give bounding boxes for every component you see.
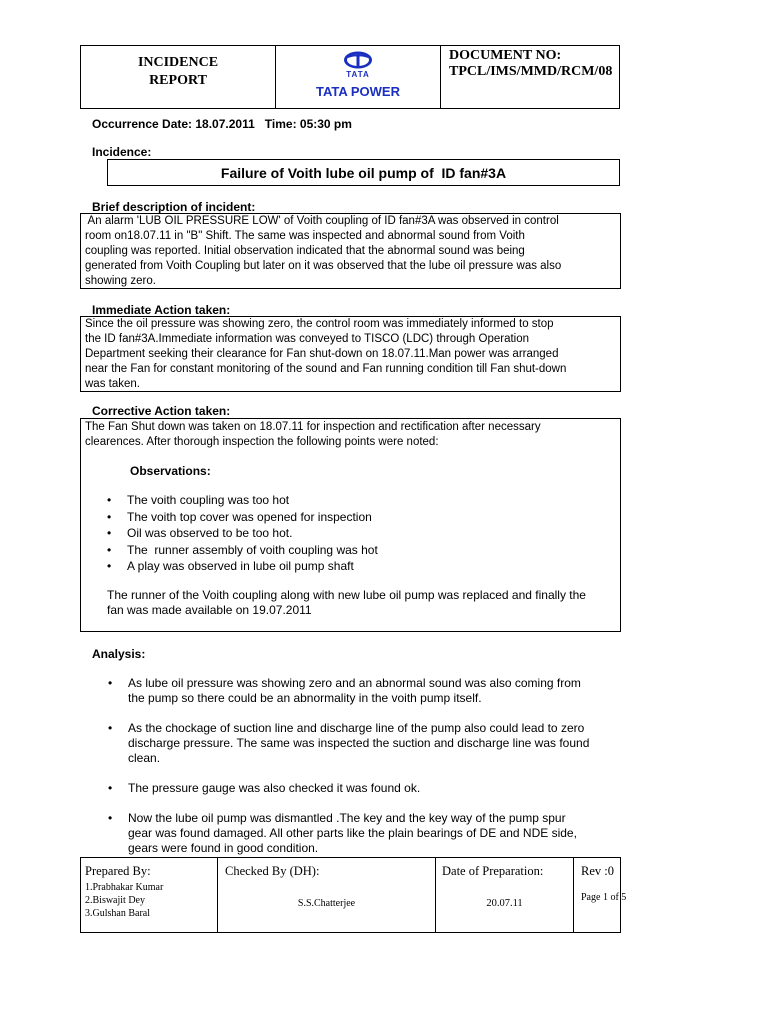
closing-line: The runner of the Voith coupling along with new lube oil pump was replaced and finally the xyxy=(107,588,586,602)
page-number: Page 1 of 5 xyxy=(581,892,627,903)
list-item xyxy=(106,721,626,766)
checked-by-label: Checked By (DH): xyxy=(225,864,320,878)
analysis-line: • The pressure gauge was also checked it was found ok. xyxy=(128,781,421,795)
corrective-line: The Fan Shut down was taken on 18.07.11 for inspection and rectification after necessary xyxy=(85,421,541,433)
analysis-line: the pump so there could be an abnormality in the voith pump itself. xyxy=(128,691,482,705)
report-title-line1: INCIDENCE xyxy=(137,55,219,70)
immediate-action-text xyxy=(81,317,620,392)
brief-description-label: Brief description of incident: xyxy=(92,200,256,214)
preparer-name: 1.Prabhakar Kumar xyxy=(85,882,164,893)
preparer-name: 3.Gulshan Baral xyxy=(85,908,150,919)
tata-logo-icon xyxy=(342,50,374,70)
document-header xyxy=(80,45,620,109)
analysis-line: discharge pressure. The same was inspected the suction and discharge line was found xyxy=(128,736,590,750)
analysis-line: • Now the lube oil pump was dismantled .The key and the key way of the pump spur xyxy=(128,811,566,825)
preparer-name: 2.Biswajit Dey xyxy=(85,895,145,906)
brief-description-text xyxy=(81,214,620,289)
list-item xyxy=(106,811,626,856)
analysis-line: • As lube oil pressure was showing zero and an abnormal sound was also coming from xyxy=(128,676,581,690)
occurrence-line: Occurrence Date: 18.07.2011 Time: 05:30 pm xyxy=(92,117,352,131)
corrective-intro-text xyxy=(81,419,620,450)
brand-name: TATA POWER xyxy=(315,84,400,99)
list-item: • The voith coupling was too hot xyxy=(105,492,378,509)
revision-label: Rev :0 xyxy=(581,864,614,878)
document-number: TPCL/IMS/MMD/RCM/08 xyxy=(449,64,613,79)
immediate-line: Department seeking their clearance for Fan shut-down on 18.07.11.Man power was arranged xyxy=(85,348,559,360)
brief-line: room on18.07.11 in "B" Shift. The same was inspected and abnormal sound from Voith xyxy=(85,230,525,242)
analysis-line: clean. xyxy=(128,751,161,765)
immediate-line: Since the oil pressure was showing zero, the control room was immediately informed to stop xyxy=(85,318,554,330)
document-number-label: DOCUMENT NO: xyxy=(449,48,562,63)
document-number-cell xyxy=(441,46,619,108)
prepared-by-names xyxy=(85,881,163,920)
logo-word: TATA xyxy=(346,70,370,79)
closing-line: fan was made available on 19.07.2011 xyxy=(107,603,312,617)
brief-line: generated from Voith Coupling but later on it was observed that the lube oil pressure was also xyxy=(85,260,562,272)
incidence-title: Failure of Voith lube oil pump of ID fan#3A xyxy=(220,165,507,181)
prepared-by-label: Prepared By: xyxy=(85,864,151,878)
list-item: • A play was observed in lube oil pump shaft xyxy=(105,558,378,575)
analysis-label: Analysis: xyxy=(92,647,146,661)
analysis-line: gears were found in good condition. xyxy=(128,841,319,855)
corrective-line: clearences. After thorough inspection the following points were noted: xyxy=(85,436,439,448)
immediate-action-label: Immediate Action taken: xyxy=(92,303,231,317)
brief-line: coupling was reported. Initial observation indicated that the abnormal sound was being xyxy=(85,245,525,257)
immediate-action-box xyxy=(80,316,621,392)
incidence-label: Incidence: xyxy=(92,145,152,159)
list-item: • The voith top cover was opened for inspection xyxy=(105,509,378,526)
brief-line: showing zero. xyxy=(85,275,156,287)
date-cell xyxy=(436,858,574,932)
analysis-line: • As the chockage of suction line and discharge line of the pump also could lead to zero xyxy=(128,721,585,735)
immediate-line: the ID fan#3A.Immediate information was conveyed to TISCO (LDC) through Operation xyxy=(85,333,530,345)
date-value: 20.07.11 xyxy=(486,898,523,909)
brief-line: An alarm 'LUB OIL PRESSURE LOW' of Voith coupling of ID fan#3A was observed in control xyxy=(85,215,559,227)
observations-label: Observations: xyxy=(130,464,211,478)
analysis-list xyxy=(106,676,626,856)
prepared-by-cell xyxy=(81,858,218,932)
brief-description-box xyxy=(80,213,621,289)
report-title-line2: REPORT xyxy=(149,73,207,88)
checked-by-cell xyxy=(218,858,436,932)
analysis-line: gear was found damaged. All other parts like the plain bearings of DE and NDE side, xyxy=(128,826,577,840)
date-label: Date of Preparation: xyxy=(442,864,544,878)
signature-table xyxy=(80,857,627,933)
list-item: • Oil was observed to be too hot. xyxy=(105,525,378,542)
list-item xyxy=(106,676,626,706)
corrective-action-box xyxy=(80,418,621,632)
immediate-line: near the Fan for constant monitoring of the sound and Fan running condition till Fan shut-down xyxy=(85,363,567,375)
incidence-title-box xyxy=(107,159,620,186)
list-item xyxy=(106,781,626,796)
checked-by-name: S.S.Chatterjee xyxy=(297,898,356,909)
report-type-cell xyxy=(81,46,276,108)
list-item: • The runner assembly of voith coupling was hot xyxy=(105,542,378,559)
immediate-line: was taken. xyxy=(85,378,140,390)
revision-cell xyxy=(574,858,627,932)
corrective-closing-text xyxy=(107,588,586,618)
corrective-action-label: Corrective Action taken: xyxy=(92,404,231,418)
logo-cell xyxy=(276,46,441,108)
observations-list xyxy=(105,492,378,575)
